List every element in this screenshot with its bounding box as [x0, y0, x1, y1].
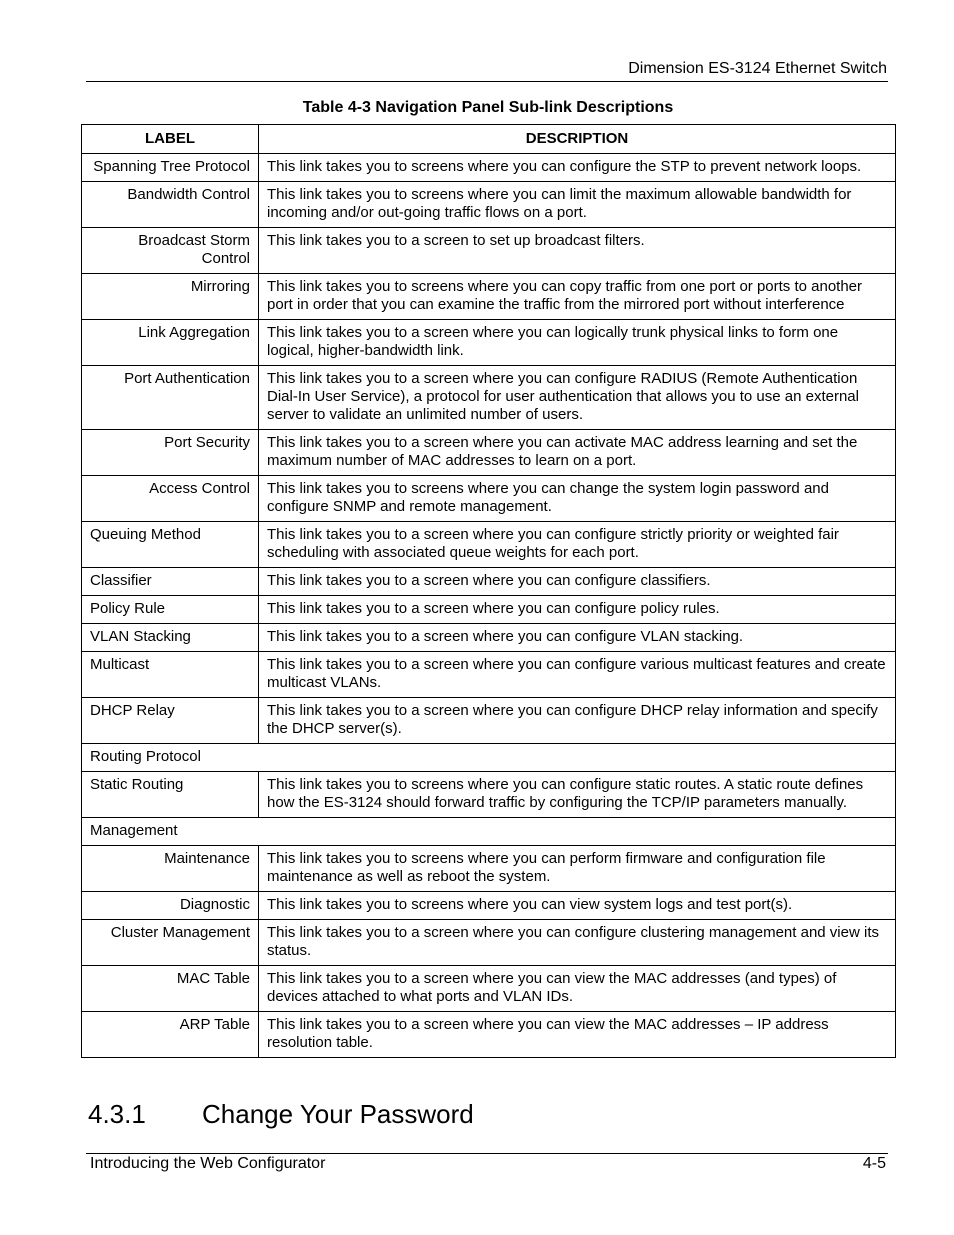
- row-description: This link takes you to screens where you can configure the STP to prevent network loops.: [259, 154, 896, 182]
- row-description: This link takes you to a screen where you can activate MAC address learning and set the maximum number of MAC addresses to learn on a port.: [259, 430, 896, 476]
- table-row: [82, 966, 896, 1012]
- column-header-description: DESCRIPTION: [259, 125, 896, 154]
- row-label: Spanning Tree Protocol: [82, 154, 259, 182]
- row-description: This link takes you to a screen to set up broadcast filters.: [259, 228, 896, 274]
- row-label: VLAN Stacking: [82, 624, 259, 652]
- table-row: [82, 182, 896, 228]
- row-description: This link takes you to a screen where you can logically trunk physical links to form one logical, higher-bandwidth link.: [259, 320, 896, 366]
- table-row: [82, 596, 896, 624]
- column-header-label: LABEL: [82, 125, 259, 154]
- table-header-row: [82, 125, 896, 154]
- row-description: This link takes you to a screen where you can configure policy rules.: [259, 596, 896, 624]
- row-description: This link takes you to a screen where you can configure DHCP relay information and specify the DHCP server(s).: [259, 698, 896, 744]
- row-description: This link takes you to screens where you can limit the maximum allowable bandwidth for incoming and/or out-going traffic flows on a port.: [259, 182, 896, 228]
- row-label: Cluster Management: [82, 920, 259, 966]
- row-label: Maintenance: [82, 846, 259, 892]
- table-row: [82, 274, 896, 320]
- row-description: This link takes you to screens where you can copy traffic from one port or ports to another port in order that you can examine the traffic from the mirrored port without interference: [259, 274, 896, 320]
- row-label: Port Security: [82, 430, 259, 476]
- row-description: This link takes you to a screen where you can configure RADIUS (Remote Authentication Dial-In User Service), a protocol for user authentication that allows you to use an external server to validate an unlimited number of users.: [259, 366, 896, 430]
- running-header: Dimension ES-3124 Ethernet Switch: [628, 60, 887, 77]
- row-label: Multicast: [82, 652, 259, 698]
- footer-page-number: 4-5: [862, 1155, 886, 1172]
- table-row: [82, 698, 896, 744]
- row-description: This link takes you to a screen where you can configure strictly priority or weighted fair scheduling with associated queue weights for each port.: [259, 522, 896, 568]
- row-label: Management: [82, 818, 896, 846]
- row-label: Routing Protocol: [82, 744, 896, 772]
- row-label: DHCP Relay: [82, 698, 259, 744]
- row-label: Static Routing: [82, 772, 259, 818]
- row-label: Access Control: [82, 476, 259, 522]
- row-description: This link takes you to a screen where you can view the MAC addresses – IP address resolution table.: [259, 1012, 896, 1058]
- row-description: This link takes you to a screen where you can configure classifiers.: [259, 568, 896, 596]
- row-description: This link takes you to screens where you can change the system login password and configure SNMP and remote management.: [259, 476, 896, 522]
- footer-chapter-title: Introducing the Web Configurator: [90, 1155, 326, 1172]
- row-description: This link takes you to screens where you can configure static routes. A static route defines how the ES-3124 should forward traffic by configuring the TCP/IP parameters manually.: [259, 772, 896, 818]
- table-body: [82, 154, 896, 1058]
- row-label: Classifier: [82, 568, 259, 596]
- table-row: [82, 366, 896, 430]
- row-description: This link takes you to screens where you can view system logs and test port(s).: [259, 892, 896, 920]
- navigation-sublink-table: [81, 124, 896, 1058]
- table-row: [82, 568, 896, 596]
- table-row: [82, 818, 896, 846]
- section-number: 4.3.1: [88, 1099, 146, 1129]
- table-row: [82, 154, 896, 182]
- row-label: Broadcast Storm Control: [82, 228, 259, 274]
- table-row: [82, 522, 896, 568]
- table-row: [82, 624, 896, 652]
- row-label: Bandwidth Control: [82, 182, 259, 228]
- table-row: [82, 430, 896, 476]
- row-description: This link takes you to a screen where you can view the MAC addresses (and types) of devices attached to what ports and VLAN IDs.: [259, 966, 896, 1012]
- row-label: Link Aggregation: [82, 320, 259, 366]
- header-divider: [86, 81, 888, 82]
- row-description: This link takes you to screens where you can perform firmware and configuration file maintenance as well as reboot the system.: [259, 846, 896, 892]
- row-label: Queuing Method: [82, 522, 259, 568]
- table-row: [82, 846, 896, 892]
- table-row: [82, 772, 896, 818]
- table-row: [82, 1012, 896, 1058]
- table-row: [82, 228, 896, 274]
- row-label: Port Authentication: [82, 366, 259, 430]
- table-row: [82, 892, 896, 920]
- row-label: Mirroring: [82, 274, 259, 320]
- row-description: This link takes you to a screen where you can configure clustering management and view its status.: [259, 920, 896, 966]
- row-label: Policy Rule: [82, 596, 259, 624]
- row-label: ARP Table: [82, 1012, 259, 1058]
- row-label: MAC Table: [82, 966, 259, 1012]
- table-caption: Table 4-3 Navigation Panel Sub-link Descriptions: [302, 99, 674, 116]
- table-row: [82, 320, 896, 366]
- table-row: [82, 744, 896, 772]
- section-title: Change Your Password: [202, 1099, 474, 1129]
- table-row: [82, 920, 896, 966]
- row-description: This link takes you to a screen where you can configure various multicast features and create multicast VLANs.: [259, 652, 896, 698]
- table-row: [82, 652, 896, 698]
- table-row: [82, 476, 896, 522]
- row-label: Diagnostic: [82, 892, 259, 920]
- footer-divider: [86, 1153, 888, 1154]
- row-description: This link takes you to a screen where you can configure VLAN stacking.: [259, 624, 896, 652]
